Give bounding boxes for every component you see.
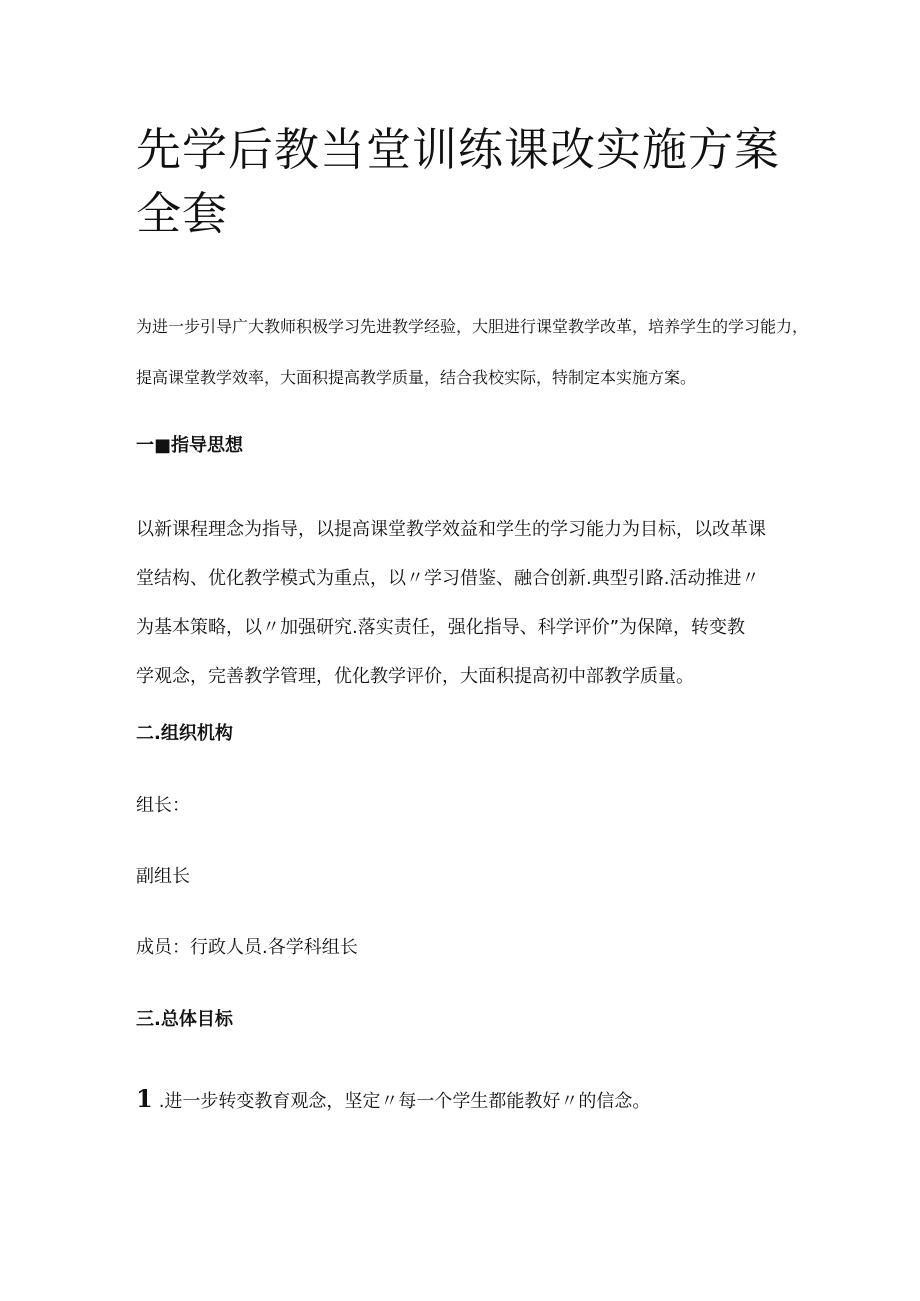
goal-text: .进一步转变教育观念，坚定〃每一个学生都能教好〃的信念。: [158, 1091, 651, 1112]
paragraph-line: 堂结构、优化教学模式为重点，以〃学习借鉴、融合创新.典型引路.活动推进〃: [136, 568, 760, 589]
section-heading-guiding-ideology: 一■指导思想: [136, 435, 244, 456]
paragraph-line: 以新课程理念为指导，以提高课堂教学效益和学生的学习能力为目标，以改革课: [136, 519, 766, 540]
paragraph-line: 为基本策略，以〃加强研究.落实责任，强化指导、科学评价”为保障，转变教: [136, 617, 746, 638]
section-heading-organization: 二.组织机构: [136, 723, 233, 744]
goal-number: 1: [136, 1084, 153, 1113]
guiding-ideology-paragraph: [136, 505, 796, 701]
org-deputy-leader: 副组长: [136, 866, 190, 887]
org-leader: 组长：: [136, 795, 190, 816]
intro-line-1: 为进一步引导广大教师积极学习先进教学经验，大胆进行课堂教学改革，培养学生的学习能力，: [136, 317, 809, 336]
goal-item-1: [136, 1083, 650, 1118]
section-heading-overall-goals: 三.总体目标: [136, 1009, 233, 1030]
paragraph-line: 学观念，完善教学管理，优化教学评价，大面积提高初中部教学质量。: [136, 666, 694, 687]
document-title: 先学后教当堂训练课改实施方案全套: [136, 123, 781, 240]
org-members: 成员：行政人员.各学科组长: [136, 937, 358, 958]
intro-line-2: 提高课堂教学效率，大面积提高教学质量，结合我校实际，特制定本实施方案。: [136, 368, 697, 387]
